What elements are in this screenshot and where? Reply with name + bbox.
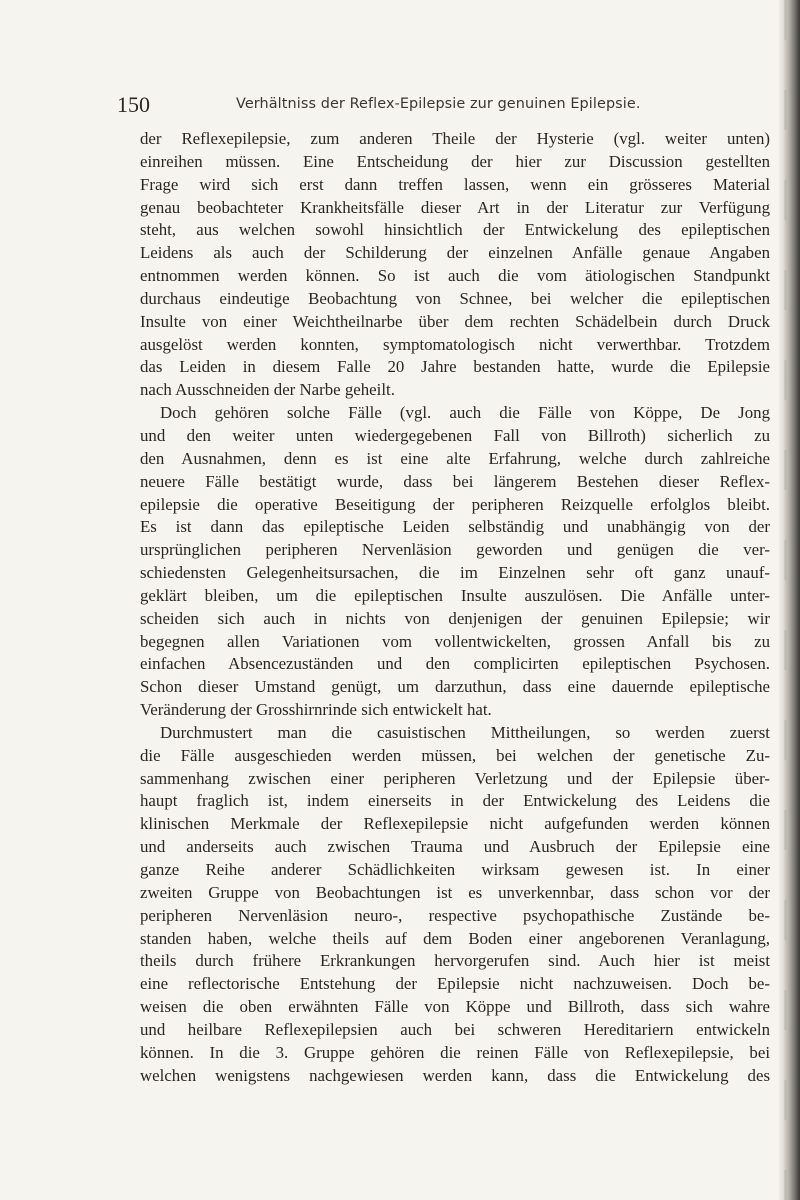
text-line: Frage wird sich erst dann treffen lassen, wenn ein grösseres Material xyxy=(140,174,770,194)
text-line: einreihen müssen. Eine Entscheidung der hier zur Discussion gestellten xyxy=(140,151,770,171)
running-title: Verhältniss der Reflex-Epilepsie zur genuinen Epilepsie. xyxy=(236,96,641,112)
body-text xyxy=(140,128,770,1087)
text-line: eine reflectorische Entstehung der Epilepsie nicht nachzuweisen. Doch be- xyxy=(140,974,770,994)
text-line: ausgelöst werden konnten, symptomatologisch nicht verwerthbar. Trotzdem xyxy=(140,334,770,354)
text-line: und den weiter unten wiedergegebenen Fall von Billroth) sicherlich zu xyxy=(140,425,770,445)
paragraph-start-line: Doch gehören solche Fälle (vgl. auch die Fälle von Köppe, De Jong xyxy=(160,403,770,423)
text-line: sammenhang zwischen einer peripheren Verletzung und der Epilepsie über- xyxy=(140,768,770,788)
text-line: Es ist dann das epileptische Leiden selbständig und unabhängig von der xyxy=(140,517,770,537)
text-line: standen haben, welche theils auf dem Boden einer angeborenen Veranlagung, xyxy=(140,928,770,948)
paragraph-end-line: nach Ausschneiden der Narbe geheilt. xyxy=(140,380,395,400)
text-line: entnommen werden können. So ist auch die vom ätiologischen Standpunkt xyxy=(140,266,770,286)
text-line: theils durch frühere Erkrankungen hervorgerufen sind. Auch hier ist meist xyxy=(140,951,770,971)
text-line: den Ausnahmen, denn es ist eine alte Erfahrung, welche durch zahlreiche xyxy=(140,448,770,468)
text-line: das Leiden in diesem Falle 20 Jahre bestanden hatte, wurde die Epilepsie xyxy=(140,357,770,377)
page-edge-shadow xyxy=(778,0,800,1200)
text-line: ursprünglichen peripheren Nervenläsion geworden und genügen die ver- xyxy=(140,540,770,560)
text-line: scheiden sich auch in nichts von denjenigen der genuinen Epilepsie; wir xyxy=(140,608,770,628)
text-line: epilepsie die operative Beseitigung der peripheren Reizquelle erfolglos bleibt. xyxy=(140,494,770,514)
page-number: 150 xyxy=(117,92,150,117)
text-line: ganze Reihe anderer Schädlichkeiten wirksam gewesen ist. In einer xyxy=(140,860,770,879)
text-line: zweiten Gruppe von Beobachtungen ist es unverkennbar, dass schon vor der xyxy=(140,882,770,902)
text-line: haupt fraglich ist, indem einerseits in der Entwickelung des Leidens die xyxy=(140,791,770,811)
text-line: klinischen Merkmale der Reflexepilepsie nicht aufgefunden werden können xyxy=(140,814,770,834)
text-line: einfachen Absencezuständen und den complicirten epileptischen Psychosen. xyxy=(140,654,770,674)
text-line: der Reflexepilepsie, zum anderen Theile der Hysterie (vgl. weiter unten) xyxy=(140,129,770,148)
text-line: und anderseits auch zwischen Trauma und Ausbruch der Epilepsie eine xyxy=(140,837,770,857)
text-line: peripheren Nervenläsion neuro-, respective psychopathische Zustände be- xyxy=(140,905,770,925)
text-line: genau beobachteter Krankheitsfälle dieser Art in der Literatur zur Verfügung xyxy=(140,197,770,217)
text-line: begegnen allen Variationen vom vollentwickelten, grossen Anfall bis zu xyxy=(140,631,770,651)
text-line: neuere Fälle bestätigt wurde, dass bei längerem Bestehen dieser Reflex- xyxy=(140,471,770,491)
text-line: durchaus eindeutige Beobachtung von Schnee, bei welcher die epileptischen xyxy=(140,288,770,308)
text-line: schiedensten Gelegenheitsursachen, die im Einzelnen sehr oft ganz unauf- xyxy=(140,563,770,583)
text-line: welchen wenigstens nachgewiesen werden kann, dass die Entwickelung des xyxy=(140,1065,770,1085)
text-line: Schon dieser Umstand genügt, um darzuthun, dass eine dauernde epileptische xyxy=(140,677,770,697)
paragraph-start-line: Durchmustert man die casuistischen Mittheilungen, so werden zuerst xyxy=(160,722,770,742)
text-line: die Fälle ausgeschieden werden müssen, bei welchen der genetische Zu- xyxy=(140,745,770,765)
text-line: weisen die oben erwähnten Fälle von Köppe und Billroth, dass sich wahre xyxy=(140,997,770,1017)
text-line: Insulte von einer Weichtheilnarbe über dem rechten Schädelbein durch Druck xyxy=(140,311,770,331)
text-line: können. In die 3. Gruppe gehören die reinen Fälle von Reflexepilepsie, bei xyxy=(140,1042,770,1062)
text-line: steht, aus welchen sowohl hinsichtlich der Entwickelung des epileptischen xyxy=(140,220,770,240)
text-line: Leidens als auch der Schilderung der einzelnen Anfälle genaue Angaben xyxy=(140,243,770,263)
text-line: geklärt bleiben, um die epileptischen Insulte auszulösen. Die Anfälle unter- xyxy=(140,585,770,605)
running-head xyxy=(0,92,780,132)
text-line: und heilbare Reflexepilepsien auch bei schweren Hereditariern entwickeln xyxy=(140,1019,770,1039)
paragraph-end-line: Veränderung der Grosshirnrinde sich entwickelt hat. xyxy=(140,700,492,720)
